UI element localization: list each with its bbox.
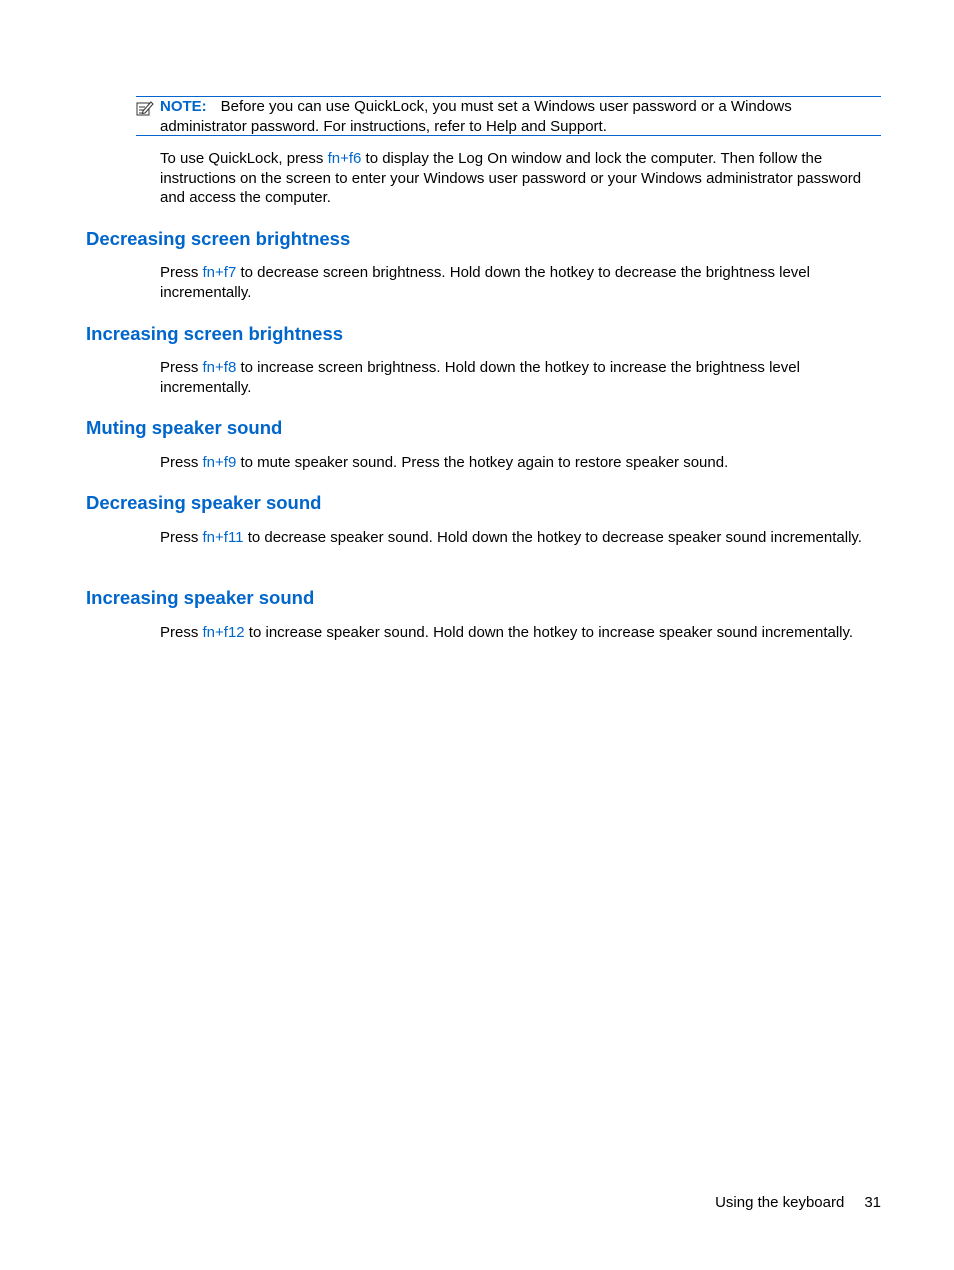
quicklock-paragraph [160, 149, 880, 208]
section-text-after: to decrease screen brightness. Hold down the hotkey to decrease the brightness level incrementally. [160, 264, 810, 301]
footer-chapter-title: Using the keyboard [715, 1194, 845, 1211]
page-number: 31 [864, 1194, 881, 1211]
hotkey-fn-f9: fn+f9 [202, 454, 237, 471]
paragraph-increasing-speaker-sound [160, 623, 880, 643]
heading-increasing-screen-brightness: Increasing screen brightness [86, 323, 344, 344]
paragraph-decreasing-screen-brightness [160, 263, 880, 302]
heading-decreasing-speaker-sound: Decreasing speaker sound [86, 492, 322, 513]
hotkey-fn-f7: fn+f7 [202, 264, 237, 281]
paragraph-decreasing-speaker-sound [160, 528, 880, 548]
note-text [160, 97, 875, 137]
quicklock-text-after: to display the Log On window and lock the computer. Then follow the instructions on the screen to enter your Windows user password or your Windows administrator password and access the computer. [160, 150, 862, 206]
hotkey-fn-f8: fn+f8 [202, 359, 237, 376]
heading-muting-speaker-sound: Muting speaker sound [86, 417, 283, 438]
section-text-after: to mute speaker sound. Press the hotkey again to restore speaker sound. [236, 454, 729, 471]
heading-decreasing-screen-brightness: Decreasing screen brightness [86, 228, 351, 249]
page-footer [715, 1193, 881, 1213]
hotkey-fn-f12: fn+f12 [202, 624, 245, 641]
paragraph-muting-speaker-sound [160, 453, 880, 473]
quicklock-text-before: To use QuickLock, press [160, 150, 328, 167]
note-body: Before you can use QuickLock, you must set a Windows user password or a Windows administrator password. For instructions, refer to Help and Support. [160, 98, 792, 135]
note-box [136, 96, 881, 136]
note-pencil-icon [136, 100, 154, 116]
paragraph-increasing-screen-brightness [160, 358, 880, 397]
section-text-before: Press [160, 359, 203, 376]
hotkey-fn-f11: fn+f11 [202, 529, 244, 546]
section-text-after: to increase speaker sound. Hold down the hotkey to increase speaker sound incrementally. [244, 624, 854, 641]
section-text-before: Press [160, 264, 203, 281]
section-text-before: Press [160, 454, 203, 471]
section-text-before: Press [160, 529, 203, 546]
section-text-after: to decrease speaker sound. Hold down the hotkey to decrease speaker sound incrementally. [243, 529, 862, 546]
note-label: NOTE: [160, 98, 207, 115]
hotkey-fn-f6: fn+f6 [327, 150, 362, 167]
heading-increasing-speaker-sound: Increasing speaker sound [86, 587, 315, 608]
section-text-before: Press [160, 624, 203, 641]
section-text-after: to increase screen brightness. Hold down the hotkey to increase the brightness level incrementally. [160, 359, 800, 396]
